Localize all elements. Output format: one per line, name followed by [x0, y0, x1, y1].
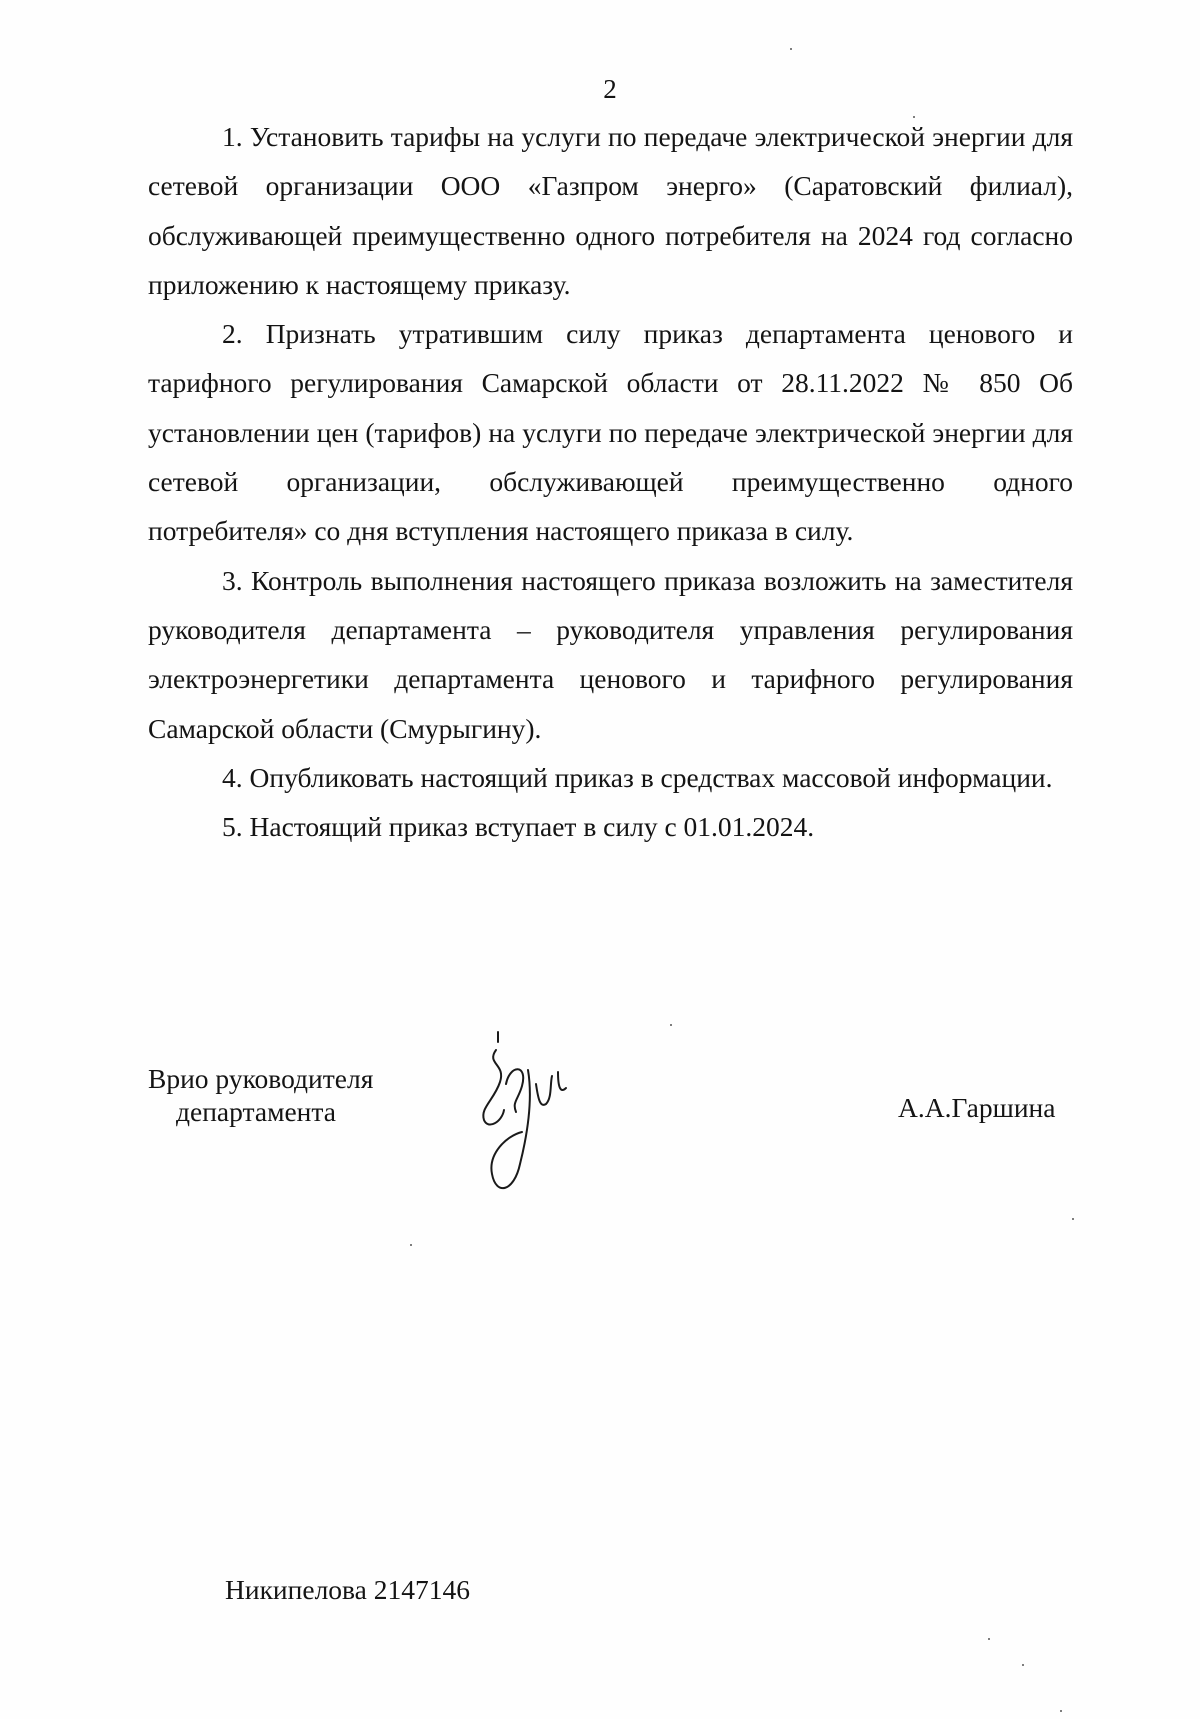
signatory-title-line2: департамента [176, 1096, 336, 1127]
signatory-title [148, 1062, 373, 1128]
scan-speck [1060, 1710, 1062, 1712]
order-body [148, 112, 1073, 851]
scan-speck [1072, 1218, 1074, 1220]
scan-speck [1022, 1664, 1024, 1666]
paragraph-5: 5. Настоящий приказ вступает в силу с 01.01.2024. [222, 811, 815, 843]
scan-speck [913, 116, 915, 118]
handwritten-signature [476, 1024, 586, 1214]
signer-name: А.А.Гаршина [898, 1092, 1056, 1123]
page-number: 2 [603, 74, 617, 104]
paragraph-1: 1. Установить тарифы на услуги по передаче электрической энергии для сетевой организации ООО «Газпром энерго» (Саратовский филиал), обслуживающей преимущественно одного потребителя на 2024 год согласно приложению к настоящему приказу. [148, 121, 1073, 300]
executor-contact: Никипелова 2147146 [225, 1574, 471, 1605]
paragraph-2: 2. Признать утратившим силу приказ департамента ценового и тарифного регулирования Самарской области от 28.11.2022 № 850 Об установлении цен (тарифов) на услуги по передаче электрической энергии для сетевой организации, обслуживающей преимущественно одного потребителя» со дня вступления настоящего приказа в силу. [148, 318, 1073, 547]
scan-speck [790, 48, 792, 50]
scan-speck [670, 1024, 672, 1026]
paragraph-4: 4. Опубликовать настоящий приказ в средствах массовой информации. [222, 761, 1053, 793]
signatory-title-line1: Врио руководителя [148, 1063, 374, 1094]
scan-speck [988, 1638, 990, 1640]
paragraph-3: 3. Контроль выполнения настоящего приказа возложить на заместителя руководителя департамента – руководителя управления регулирования электроэнергетики департамента ценового и тарифного регулирования Самарской области (Смурыгину). [148, 564, 1073, 744]
scan-speck [410, 1244, 412, 1246]
